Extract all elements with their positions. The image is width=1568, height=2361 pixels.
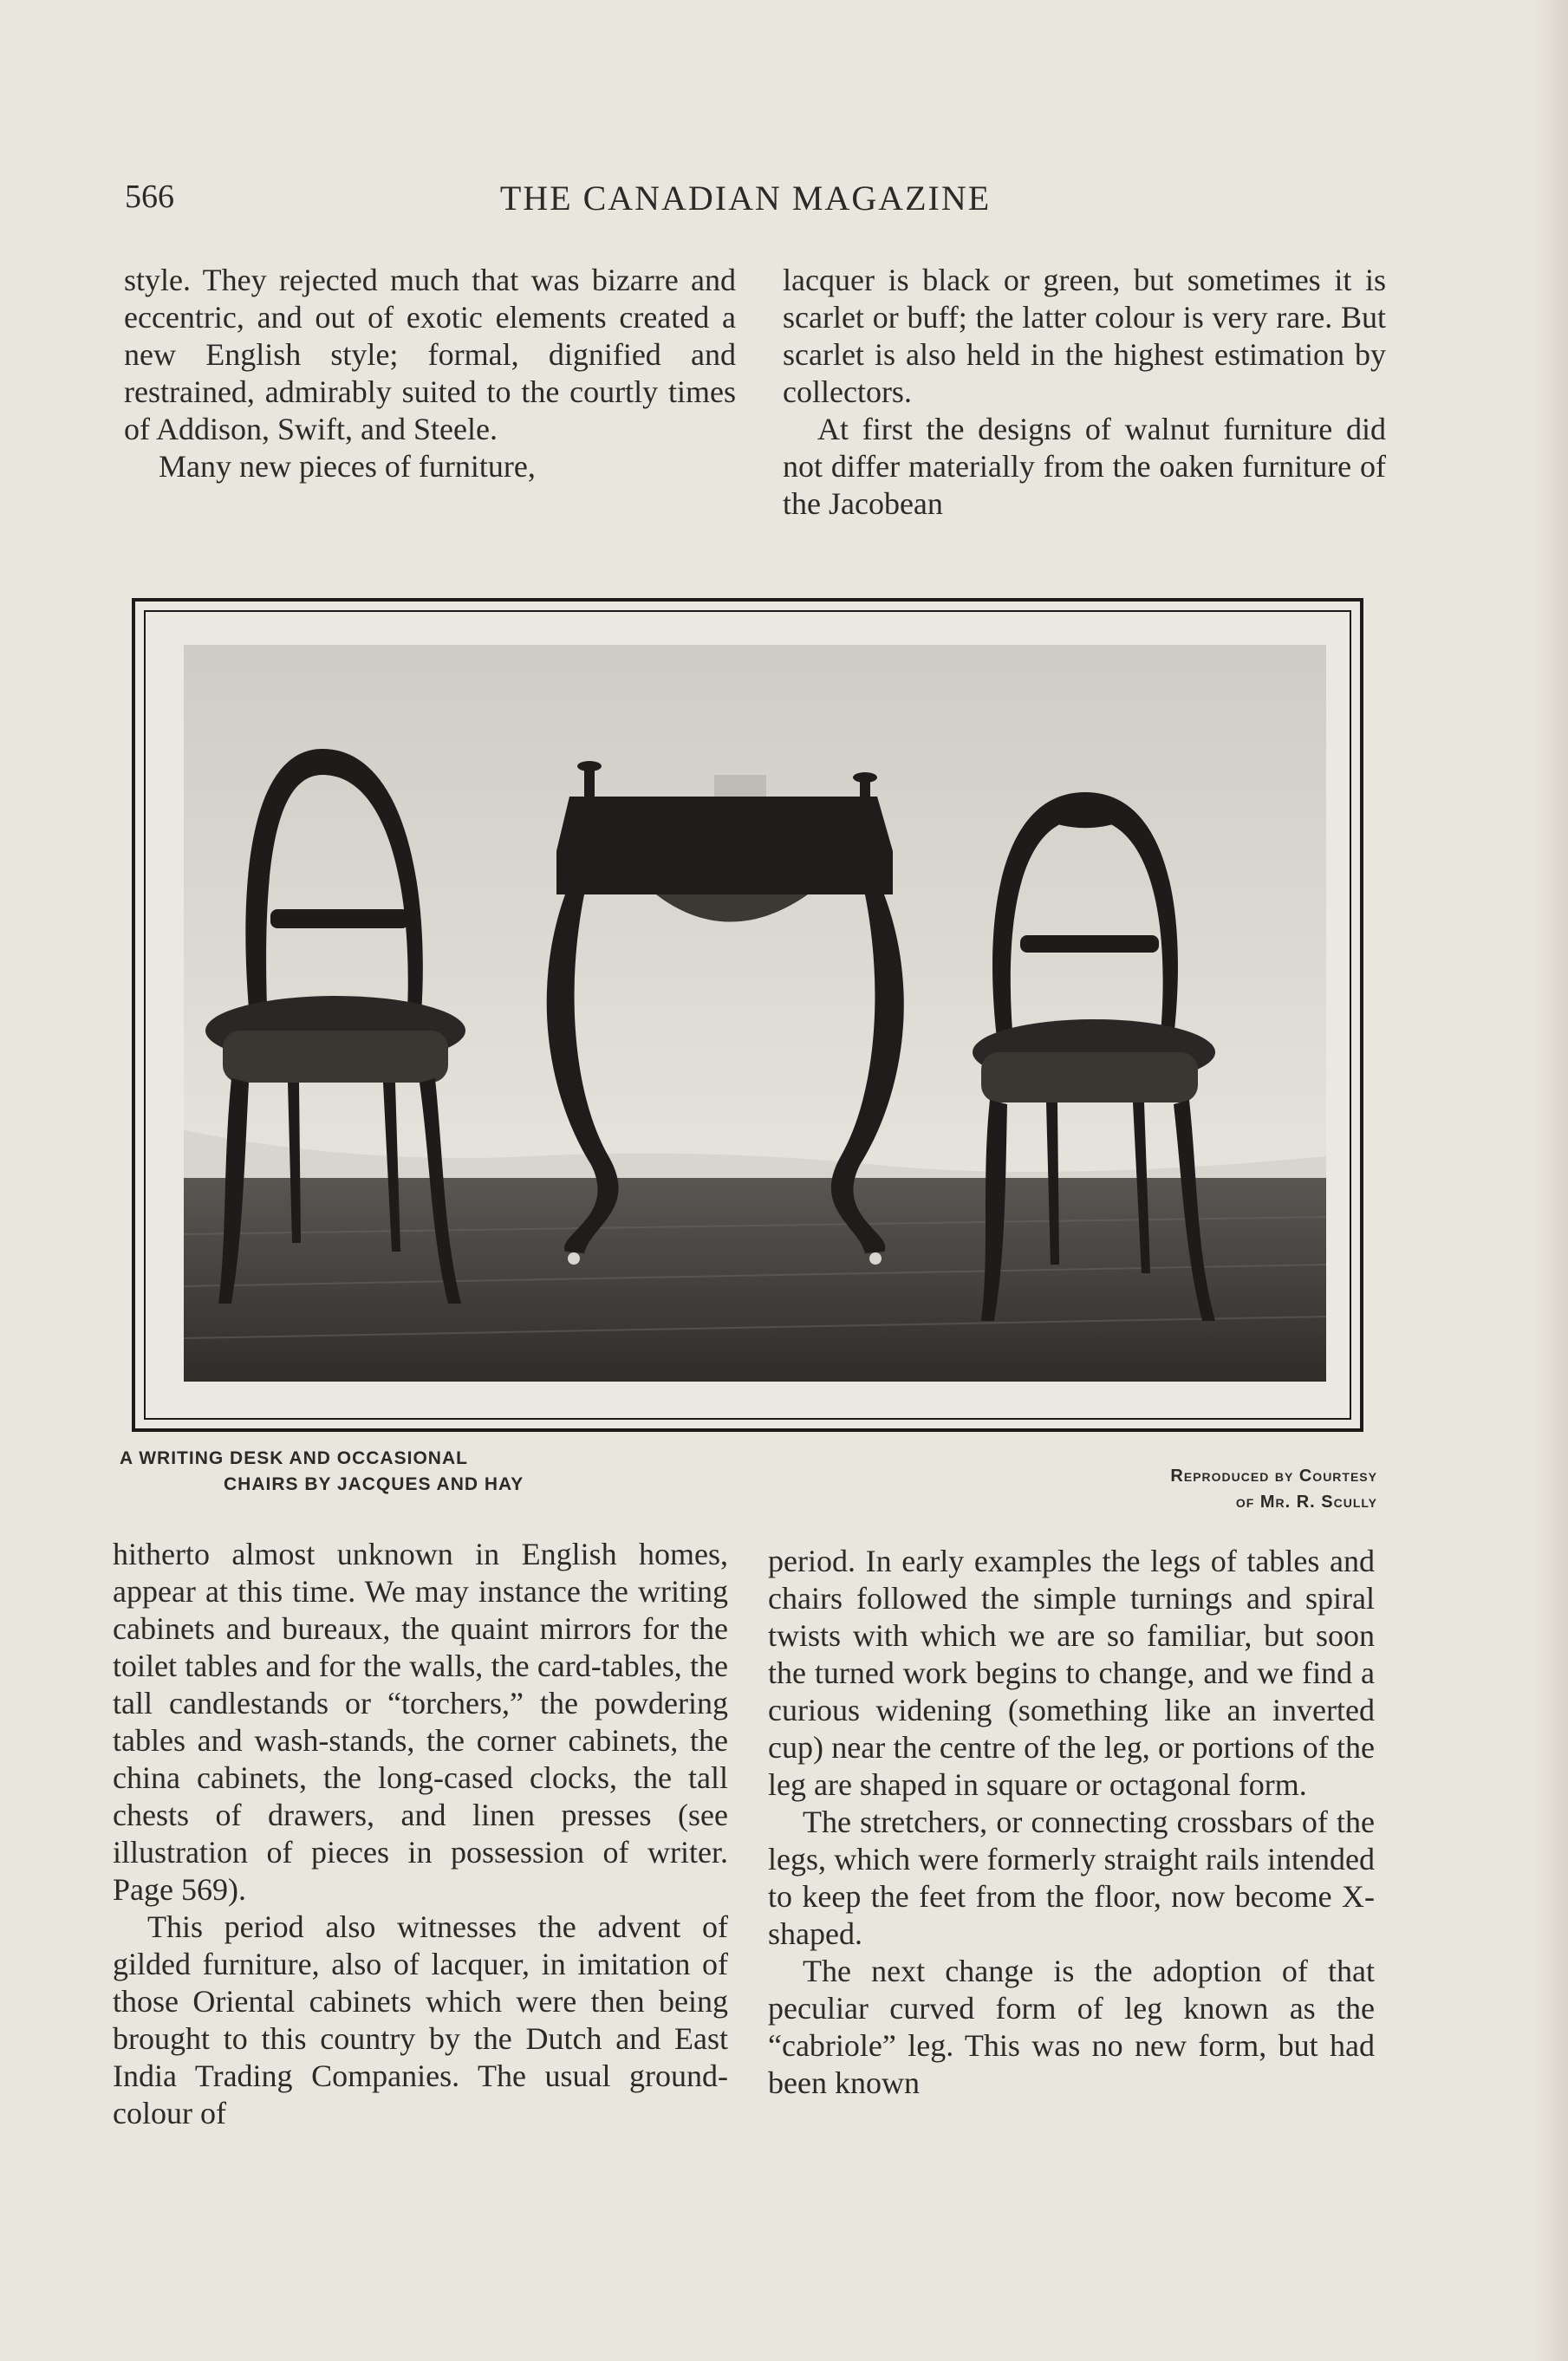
figure-frame: [132, 598, 1363, 1432]
running-title: THE CANADIAN MAGAZINE: [499, 179, 992, 218]
credit-line-2: of Mr. R. Scully: [1235, 1493, 1377, 1512]
paragraph: The stretchers, or connecting crossbars of the legs, which were formerly straight rails intended to keep the feet from the floor, now become X-shaped.: [768, 1805, 1375, 1951]
page-edge: [1533, 0, 1568, 2361]
caption-line-2: CHAIRS BY JACQUES AND HAY: [224, 1474, 524, 1494]
paragraph: This period also witnesses the advent of gilded furniture, also of lacquer, in imitation of those Oriental cabinets which were then being brought to this country by the Dutch and East India Trading Companies. The usual ground-colour of: [113, 1909, 728, 2130]
caption-line-1: A WRITING DESK AND OCCASIONAL: [120, 1448, 468, 1468]
figure-credit: [944, 1463, 1377, 1515]
text-column-bottom-right: [768, 1543, 1375, 2102]
paragraph: Many new pieces of furniture,: [159, 449, 536, 484]
paragraph: style. They rejected much that was bizarre and eccentric, and out of exotic elements created a new English style; formal, dignified and restrained, admirably suited to the courtly times of Addison, Swift, and Steele.: [124, 263, 736, 446]
paragraph: At first the designs of walnut furniture did not differ materially from the oaken furniture of the Jacobean: [783, 412, 1386, 521]
text-column-top-right: [783, 262, 1386, 523]
floor: [184, 1178, 1326, 1382]
paragraph: period. In early examples the legs of tables and chairs followed the simple turnings and spiral twists with which we are so familiar, but soon the turned work begins to change, and we find a curious widening (something like an inverted cup) near the centre of the leg, or portions of the leg are shaped in square or octagonal form.: [768, 1544, 1375, 1802]
paragraph: lacquer is black or green, but sometimes it is scarlet or buff; the latter colour is very rare. But scarlet is also held in the highest estimation by collectors.: [783, 263, 1386, 409]
furniture-photo-drawing: [184, 645, 1326, 1382]
figure-caption: [120, 1446, 640, 1498]
credit-line-1: Reproduced by Courtesy: [1170, 1467, 1377, 1486]
page-header: [113, 178, 1378, 230]
page-number: 566: [125, 179, 174, 215]
furniture-photo: [184, 645, 1326, 1382]
paragraph: hitherto almost unknown in English homes, appear at this time. We may instance the writing cabinets and bureaux, the quaint mirrors for the toilet tables and for the walls, the card-tables, the tall candlestands or “torchers,” the powdering tables and wash-stands, the corner cabinets, the china cabinets, the long-cased clocks, the tall chests of drawers, and linen presses (see illustration of pieces in possession of writer. Page 569).: [113, 1537, 728, 1907]
paragraph: The next change is the adoption of that peculiar curved form of leg known as the “cabriole” leg. This was no new form, but had been known: [768, 1954, 1375, 2100]
text-column-top-left: [124, 262, 736, 485]
text-column-bottom-left: [113, 1536, 728, 2132]
